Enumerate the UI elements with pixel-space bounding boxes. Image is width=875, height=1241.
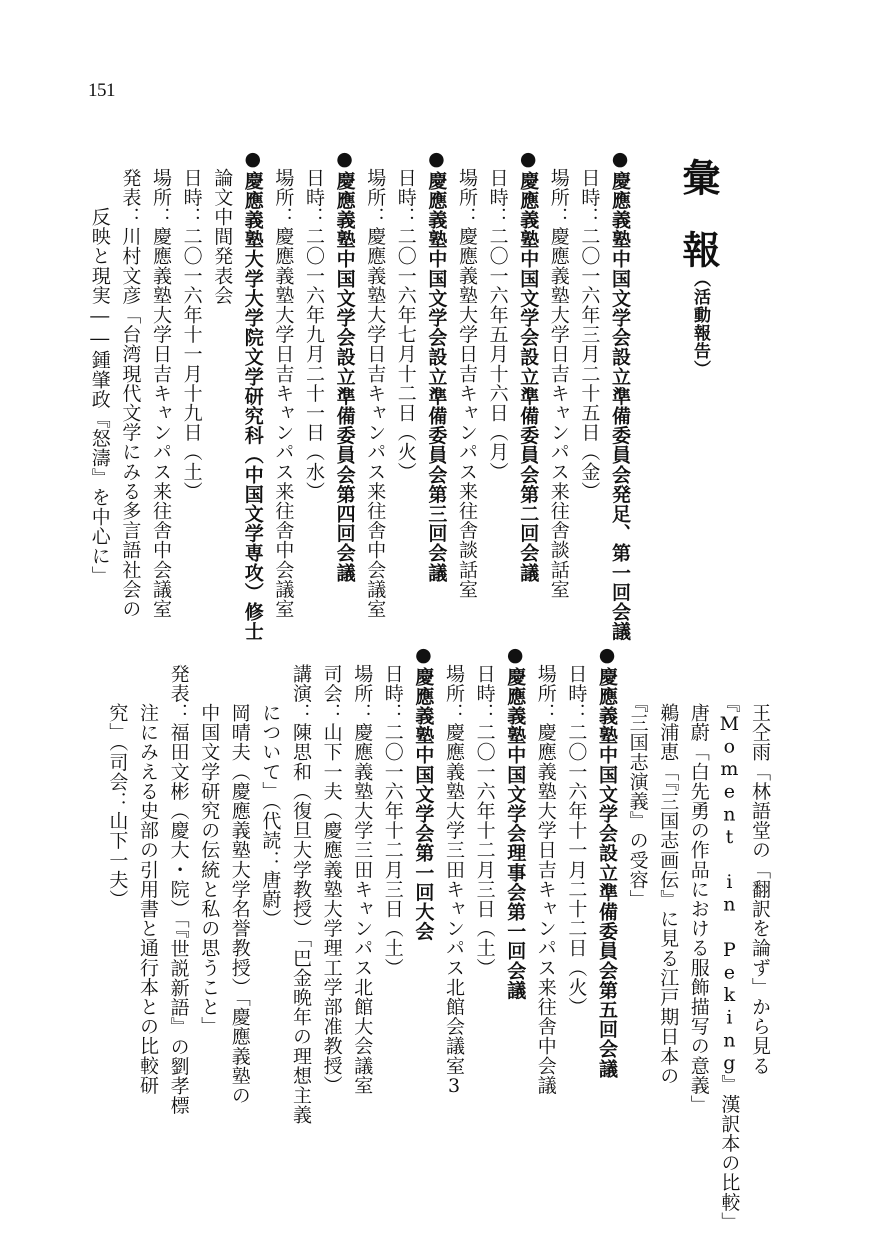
top-column: 場所：慶應義塾大学日吉キャンパス来往舎談話室	[547, 148, 570, 599]
bottom-column: 講演：陳思和（復旦大学教授）「巴金晩年の理想主義	[290, 644, 312, 1125]
bottom-column: 『三国志演義』の受容」	[626, 644, 649, 909]
bottom-column: 中国文学研究の伝統と私の思うこと」	[198, 644, 221, 1036]
top-column: ●慶應義塾中国文学会設立準備委員会発足、第一回会議	[609, 148, 631, 641]
bottom-column: ●慶應義塾中国文学会理事会第一回会議	[504, 644, 527, 1000]
top-column: ●慶應義塾中国文学会設立準備委員会第三回会議	[425, 148, 448, 583]
top-column: 場所：慶應義塾大学日吉キャンパス来往舎中会議室	[150, 148, 172, 619]
bottom-column: ●慶應義塾中国文学会第一回大会	[412, 644, 435, 941]
bottom-column: ●慶應義塾中国文学会設立準備委員会第五回会議	[596, 644, 618, 1079]
top-column: 日時：二〇一六年九月二十一日（水）	[303, 148, 325, 501]
top-column: 日時：二〇一六年三月二十五日（金）	[578, 148, 601, 501]
bottom-column: 注にみえる史部の引用書と通行本との比較研	[137, 644, 159, 1095]
top-column: 場所：慶應義塾大学日吉キャンパス来往舎中会議室	[364, 148, 387, 619]
bottom-column: 唐蔚「白先勇の作品における服飾描写の意義」	[687, 644, 710, 1115]
top-column: ●慶應義塾中国文学会設立準備委員会第四回会議	[333, 148, 356, 583]
top-column: 発表：川村文彦「台湾現代文学にみる多言語社会の	[119, 148, 142, 619]
bottom-column: 鵜浦恵「『三国志画伝』に見る江戸期日本の	[657, 644, 680, 1086]
top-column: ●慶應義塾大学大学院文学研究科（中国文学専攻）修士	[241, 148, 264, 641]
bottom-column: 日時：二〇一六年十二月三日（土）	[473, 644, 496, 978]
bottom-column: 王仝雨「林語堂の「翻訳を論ず」から見る	[749, 644, 771, 1076]
top-column: 日時：二〇一六年七月十二日（火）	[394, 148, 417, 482]
bottom-column: 究」（司会：山下一夫）	[106, 644, 129, 909]
bottom-column: について」（代読：唐蔚）	[259, 644, 282, 929]
page-number: 151	[88, 80, 115, 101]
bottom-column: 司会：山下一夫（慶應義塾大学理工学部准教授）	[320, 644, 343, 1095]
top-column: 日時：二〇一六年十一月十九日（土）	[180, 148, 203, 501]
bottom-column: 日時：二〇一六年十一月二十二日（火）	[565, 644, 588, 1017]
page-subtitle: （活動報告）	[690, 270, 710, 378]
bottom-column: 場所：慶應義塾大学三田キャンパス北館大会議室	[351, 644, 374, 1095]
top-column: 場所：慶應義塾大学日吉キャンパス来往舎談話室	[456, 148, 478, 599]
top-column: ●慶應義塾中国文学会設立準備委員会第二回会議	[517, 148, 540, 583]
bottom-column: 場所：慶應義塾大学三田キャンパス北館会議室3	[443, 644, 465, 1098]
top-column: 日時：二〇一六年五月十六日（月）	[486, 148, 509, 482]
bottom-column: 発表：福田文彬（慶大・院）「『世説新語』の劉孝標	[167, 644, 190, 1115]
bottom-column: 岡晴夫（慶應義塾大学名誉教授）「慶應義塾の	[228, 644, 251, 1105]
top-column: 論文中間発表会	[211, 148, 234, 305]
bottom-column: 日時：二〇一六年十二月三日（土）	[381, 644, 404, 978]
bottom-column: 場所：慶應義塾大学日吉キャンパス来往舎中会議	[534, 644, 557, 1095]
top-column: 反映と現実――鍾肇政『怒濤』を中心に」	[88, 148, 111, 586]
page-title: 彙報	[676, 158, 721, 302]
bottom-column: 『Moment in Peking』漢訳本の比較」	[718, 644, 741, 1232]
top-column: 場所：慶應義塾大学日吉キャンパス来往舎中会議室	[272, 148, 295, 619]
